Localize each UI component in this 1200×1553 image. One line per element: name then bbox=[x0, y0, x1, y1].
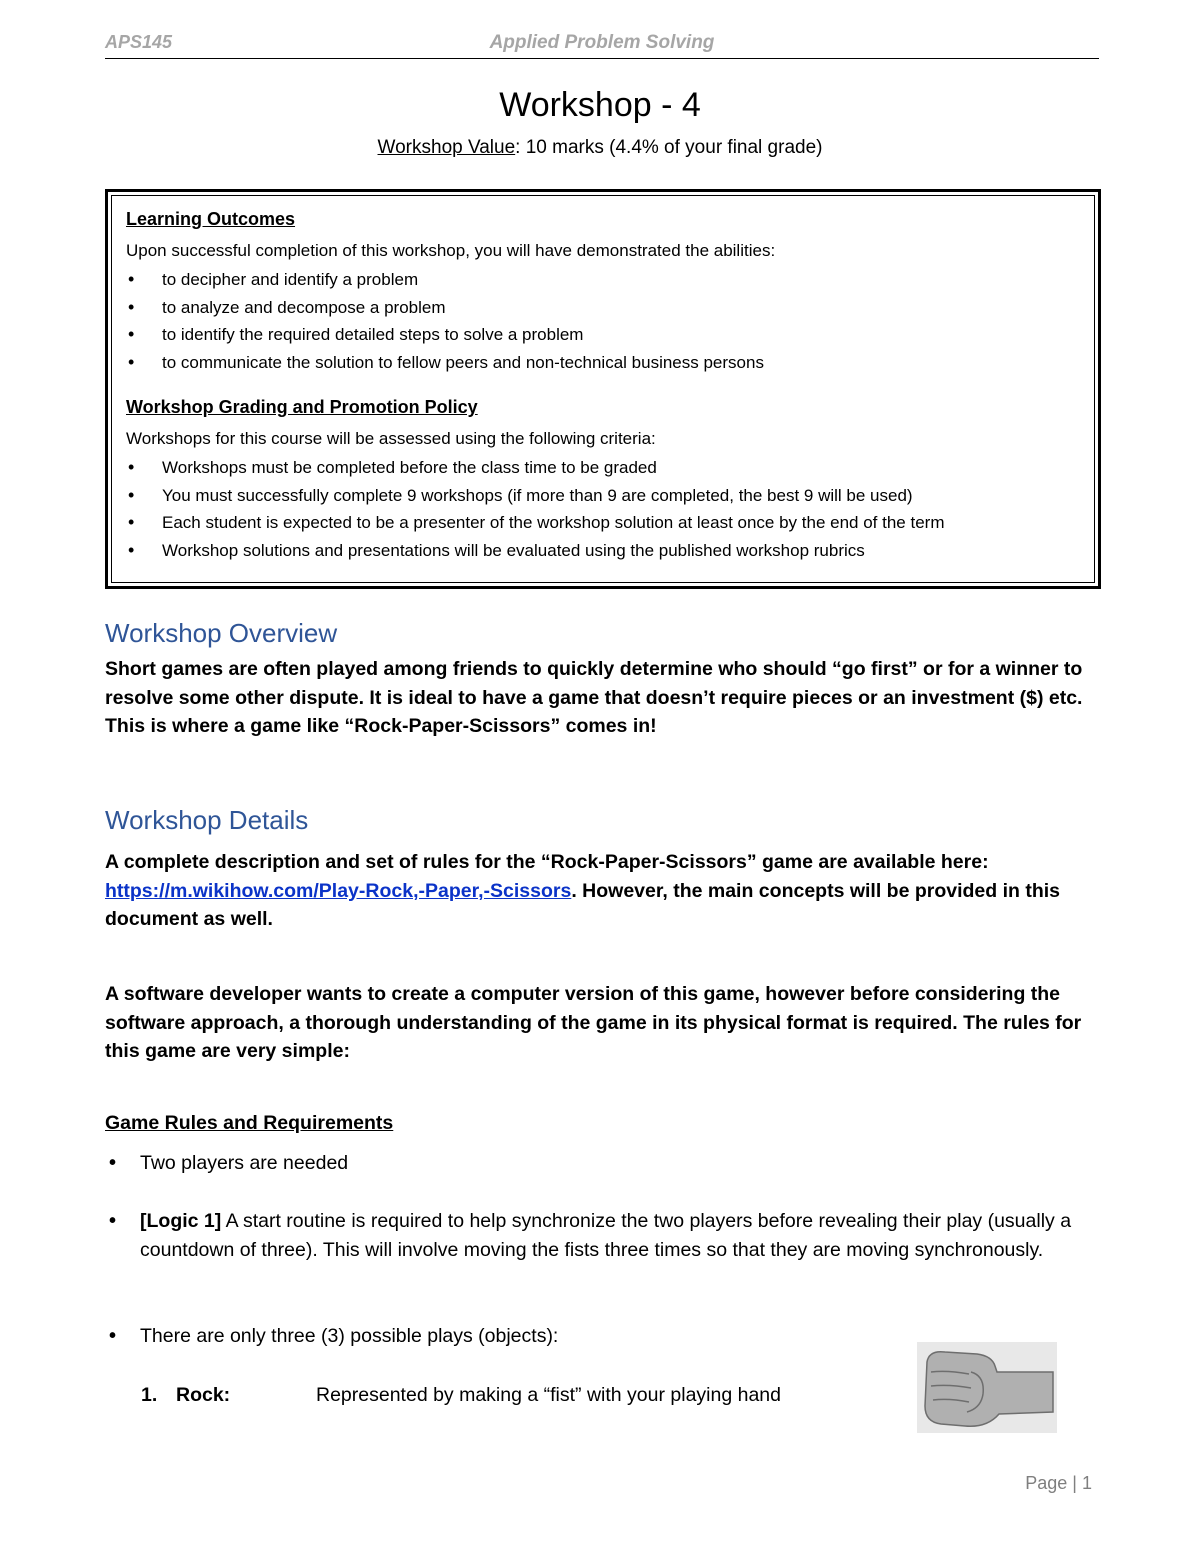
rule-logic-1 bbox=[105, 1207, 1095, 1264]
fist-icon bbox=[917, 1342, 1057, 1433]
rule-text: There are only three (3) possible plays (objects): bbox=[140, 1325, 559, 1347]
logic-tag: [Logic 1] bbox=[140, 1210, 222, 1232]
grading-policy-list bbox=[126, 454, 1080, 564]
list-item: • Workshop solutions and presentations will be evaluated using the published workshop rubrics bbox=[126, 537, 1080, 565]
page-header bbox=[105, 28, 1099, 59]
page-number: Page | 1 bbox=[1025, 1473, 1092, 1493]
list-item: • You must successfully complete 9 workshops (if more than 9 are completed, the best 9 will be used) bbox=[126, 482, 1080, 510]
play-description: Represented by making a “fist” with your playing hand bbox=[316, 1384, 781, 1406]
play-number: 1. bbox=[141, 1384, 158, 1406]
course-code: APS145 bbox=[105, 32, 173, 52]
game-rules-heading: Game Rules and Requirements bbox=[105, 1112, 394, 1134]
grading-policy-intro: Workshops for this course will be assessed using the following criteria: bbox=[126, 429, 656, 448]
list-item: • Workshops must be completed before the class time to be graded bbox=[126, 454, 1080, 482]
details-heading: Workshop Details bbox=[105, 805, 309, 835]
details-text: . However, the main concepts will be provided in this document as well. bbox=[105, 879, 1061, 931]
workshop-value bbox=[0, 137, 1200, 159]
wikihow-link[interactable]: https://m.wikihow.com/Play-Rock,-Paper,-Scissors bbox=[105, 879, 572, 902]
workshop-value-text: : 10 marks (4.4% of your final grade) bbox=[515, 137, 823, 158]
list-item: • to decipher and identify a problem bbox=[126, 266, 1080, 294]
learning-outcomes-list bbox=[126, 266, 1080, 376]
rule-two-players bbox=[105, 1149, 1095, 1178]
play-rock bbox=[141, 1381, 901, 1409]
learning-outcomes-box bbox=[105, 189, 1101, 589]
learning-outcomes-heading: Learning Outcomes bbox=[126, 209, 296, 229]
list-item: • to communicate the solution to fellow peers and non-technical business persons bbox=[126, 349, 1080, 377]
details-text: A complete description and set of rules for the “Rock-Paper-Scissors” game are available here: bbox=[105, 851, 989, 873]
list-item: • Each student is expected to be a presenter of the workshop solution at least once by the end of the term bbox=[126, 509, 1080, 537]
rule-text: A start routine is required to help synchronize the two players before revealing their play (usually a countdown of three). This will involve moving the fists three times so that they are moving synchronously. bbox=[140, 1210, 1072, 1261]
learning-outcomes-intro: Upon successful completion of this workshop, you will have demonstrated the abilities: bbox=[126, 241, 776, 260]
list-item: • to identify the required detailed steps to solve a problem bbox=[126, 321, 1080, 349]
course-name: Applied Problem Solving bbox=[489, 32, 715, 53]
play-name: Rock: bbox=[176, 1384, 231, 1406]
overview-heading: Workshop Overview bbox=[105, 618, 338, 648]
details-paragraph-2: A software developer wants to create a computer version of this game, however before considering the software approach, a thorough understanding of the game in its physical format is required. The rules for this game are very simple: bbox=[105, 983, 1082, 1063]
grading-policy-heading: Workshop Grading and Promotion Policy bbox=[126, 397, 478, 417]
document-title: Workshop - 4 bbox=[499, 86, 701, 124]
details-paragraph-1 bbox=[105, 848, 1100, 934]
overview-paragraph: Short games are often played among friends to quickly determine who should “go first” or for a winner to resolve some other dispute. It is ideal to have a game that doesn’t require pieces or an investment ($) etc. This is where a game like “Rock-Paper-Scissors” comes in! bbox=[105, 658, 1083, 738]
rule-text: Two players are needed bbox=[140, 1152, 349, 1174]
workshop-value-label: Workshop Value bbox=[377, 137, 516, 158]
list-item: • to analyze and decompose a problem bbox=[126, 294, 1080, 322]
